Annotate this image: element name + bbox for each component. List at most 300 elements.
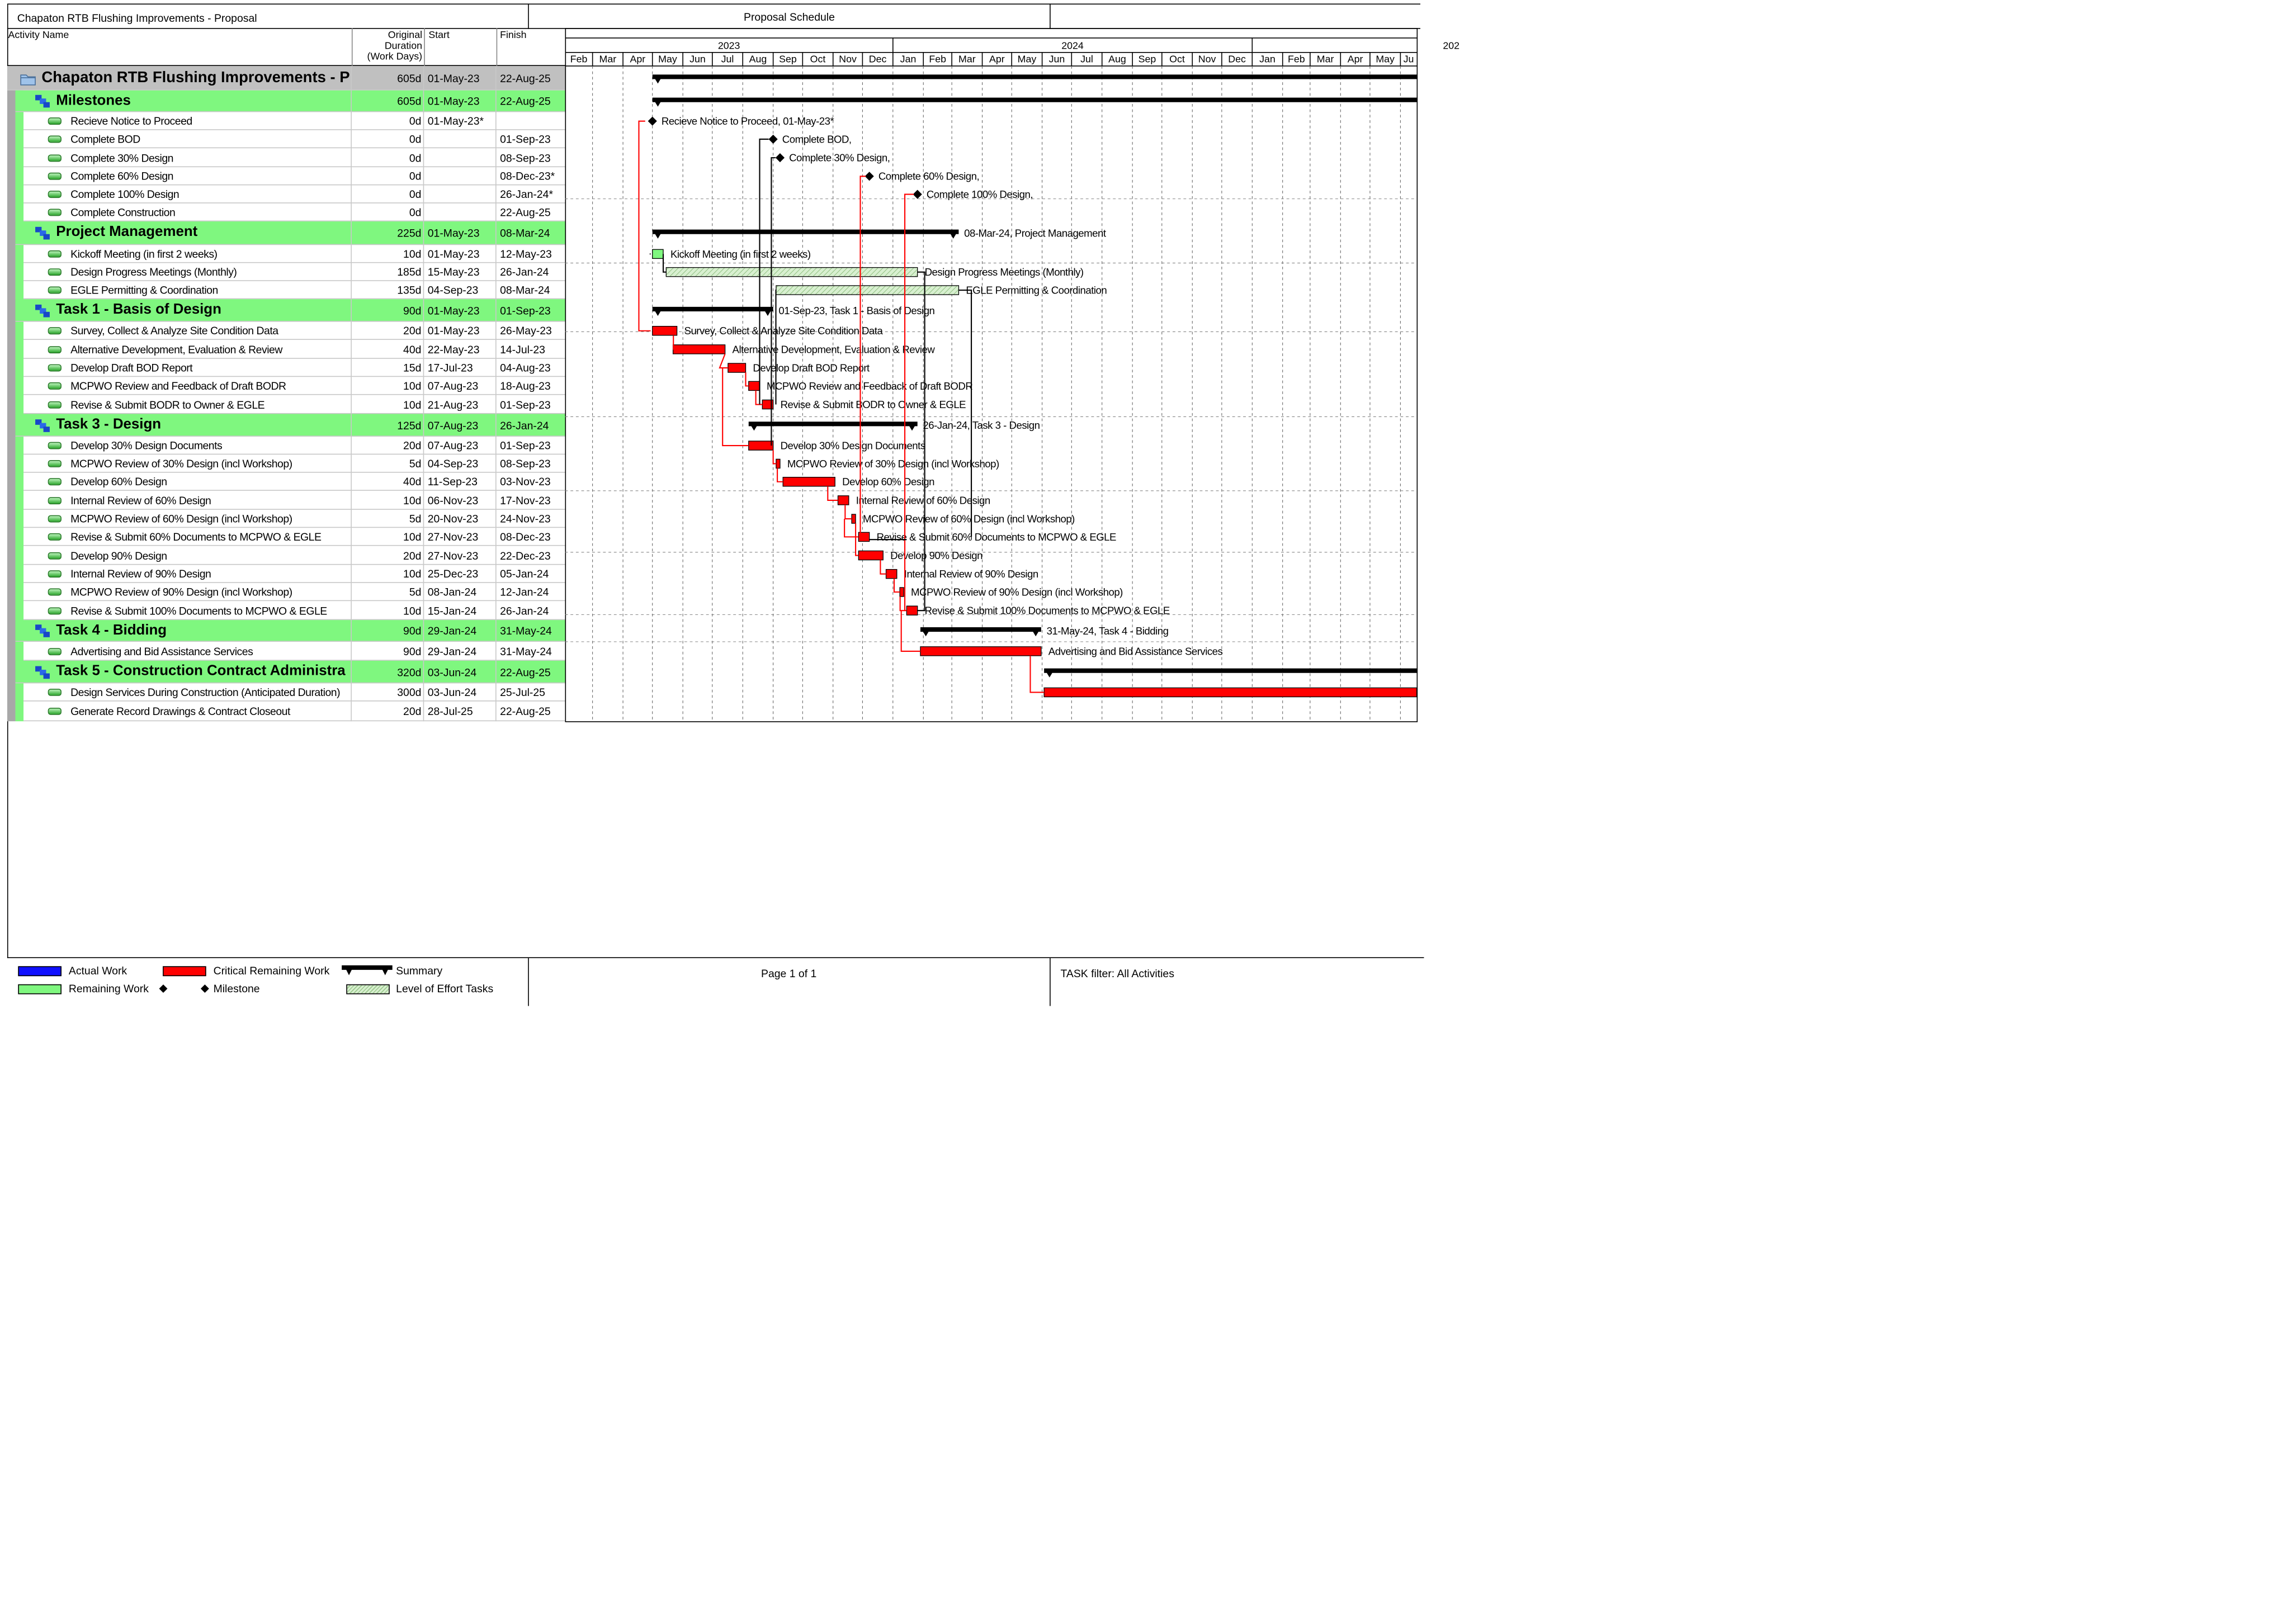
month-label: Jan [1259,54,1276,65]
critical-bar [852,514,856,523]
start-cell: 01-May-23* [428,115,484,127]
month-label: Jul [1080,54,1093,65]
activity-row[interactable] [23,454,565,472]
start-cell: 03-Jun-24 [428,686,476,699]
bar-label: Revise & Submit 100% Documents to MCPWO & EGLE [925,605,1170,617]
month-label: Jun [689,54,706,65]
outline-bar-level0 [7,66,16,721]
duration-cell: 15d [353,362,422,375]
bar-label: Revise & Submit BODR to Owner & EGLE [781,399,966,410]
activity-name: Develop 60% Design [70,475,340,488]
start-cell: 27-Nov-23 [428,549,479,562]
finish-cell: 26-Jan-24 [500,419,549,432]
month-label: Apr [1348,54,1363,65]
summary-bar [653,307,773,316]
activity-row[interactable] [23,167,565,185]
finish-cell: 22-Aug-25 [500,95,551,108]
dependency-line [856,523,858,555]
year-label: 2024 [1061,40,1084,51]
finish-header[interactable]: Finish [500,30,526,40]
activity-icon [48,345,62,353]
start-cell: 15-Jan-24 [428,604,476,617]
month-label: Feb [1288,54,1305,65]
finish-cell: 14-Jul-23 [500,343,545,356]
start-cell: 04-Sep-23 [428,457,479,470]
month-label: Feb [929,54,946,65]
finish-cell: 25-Jul-25 [500,686,545,699]
activity-name: Develop Draft BOD Report [70,362,340,375]
start-cell: 07-Aug-23 [428,419,479,432]
month-label: Feb [570,54,588,65]
duration-cell: 10d [353,567,422,580]
activity-name: Develop 90% Design [70,549,340,562]
duration-cell: 0d [353,206,422,219]
wbs-icon [34,418,50,433]
wbs-icon [34,665,50,679]
gantt-frame [565,29,1417,722]
header-right-box [1050,3,1420,29]
activity-row[interactable] [23,473,565,491]
bar-label: Revise & Submit 60% Documents to MCPWO & EGLE [877,531,1116,543]
gantt-chart[interactable] [565,28,1424,722]
duration-cell: 5d [353,513,422,525]
duration-cell: 0d [353,115,422,127]
activity-name: Design Progress Meetings (Monthly) [70,266,340,278]
activity-name: Kickoff Meeting (in first 2 weeks) [70,248,340,261]
project-title: Chapaton RTB Flushing Improvements - Proposal [17,12,257,25]
summary-bar [1044,669,1416,678]
activity-name: Develop 30% Design Documents [70,439,340,452]
month-label: May [1018,54,1037,65]
duration-cell: 185d [353,266,422,278]
activity-name: Task 1 - Basis of Design [56,302,341,318]
activity-name: Recieve Notice to Proceed [70,115,340,127]
activity-icon [48,647,62,655]
duration-cell: 300d [353,686,422,699]
critical-bar [858,551,883,560]
critical-bar [886,570,897,579]
activity-icon [48,570,62,577]
bar-label: MCPWO Review and Feedback of Draft BODR [767,380,972,392]
duration-cell: 5d [353,586,422,599]
activity-row[interactable] [23,148,565,167]
bar-label: 08-Mar-24, Project Management [964,228,1107,239]
activity-icon [48,250,62,258]
critical-bar [906,606,917,615]
activity-name: Task 4 - Bidding [56,623,341,639]
activity-icon [48,287,62,294]
milestone-diamond [913,190,922,199]
activity-name: Internal Review of 90% Design [70,567,340,580]
finish-cell: 22-Aug-25 [500,206,551,219]
project-title-box [7,3,529,29]
legend-diamond-icon: ◆ [159,982,168,995]
dependency-line [720,354,728,368]
bar-label: Develop 90% Design [890,550,982,561]
finish-cell: 04-Aug-23 [500,362,551,375]
finish-cell: 01-Sep-23 [500,398,551,411]
activity-row[interactable] [23,130,565,148]
finish-cell: 22-Dec-23 [500,549,551,562]
finish-cell: 12-May-23 [500,248,552,261]
activity-name: Alternative Development, Evaluation & Review [70,343,340,356]
finish-cell: 01-Sep-23 [500,439,551,452]
duration-cell: 20d [353,705,422,718]
dependency-line [894,579,900,592]
start-cell: 01-May-23 [428,304,480,317]
activity-name: Complete 60% Design [70,170,340,183]
activity-row[interactable] [23,245,565,263]
start-cell: 29-Jan-24 [428,645,476,658]
activity-icon [48,382,62,390]
activity-row[interactable] [23,322,565,340]
duration-cell: 40d [353,475,422,488]
duration-cell: 10d [353,248,422,261]
start-header[interactable]: Start [428,30,450,40]
project-row[interactable] [7,66,565,91]
filter-label: TASK filter: All Activities [1061,967,1174,980]
month-label: Nov [839,54,857,65]
legend-remaining-label: Remaining Work [69,982,149,995]
activity-row[interactable] [23,642,565,661]
start-cell: 21-Aug-23 [428,398,479,411]
bar-label: Advertising and Bid Assistance Services [1048,645,1223,657]
activity-row[interactable] [23,510,565,528]
activity-row[interactable] [23,377,565,395]
duration-header-l3: (Work Days) [353,51,422,62]
year-label: 2023 [718,40,740,51]
finish-cell: 08-Mar-24 [500,227,550,240]
wbs-row[interactable] [15,91,565,112]
finish-cell: 08-Dec-23 [500,531,551,543]
start-cell: 06-Nov-23 [428,494,479,507]
bar-label: Internal Review of 90% Design [904,568,1038,580]
activity-row[interactable] [23,203,565,221]
start-cell: 07-Aug-23 [428,439,479,452]
dependency-line [777,468,783,482]
start-cell: 11-Sep-23 [428,475,478,488]
month-label: Oct [810,54,826,65]
activity-row[interactable] [23,359,565,377]
bar-label: Develop 60% Design [842,476,934,487]
duration-cell: 10d [353,494,422,507]
activity-name: MCPWO Review of 30% Design (incl Workshop) [70,457,340,470]
activity-name-header[interactable]: Activity Name [8,30,69,40]
duration-cell: 0d [353,188,422,201]
wbs-icon [34,226,50,240]
activity-row[interactable] [23,583,565,601]
activity-icon [48,607,62,614]
activity-name: Complete BOD [70,133,340,146]
duration-cell: 20d [353,549,422,562]
activity-name: Task 3 - Design [56,416,341,433]
start-cell: 01-May-23 [428,95,480,108]
activity-icon [48,154,62,162]
activity-row[interactable] [23,185,565,203]
dependency-line [722,368,749,446]
bar-label: Survey, Collect & Analyze Site Condition Data [684,325,884,337]
bar-label: EGLE Permitting & Coordination [966,284,1107,296]
finish-cell: 01-Sep-23 [500,304,551,317]
activity-row[interactable] [23,437,565,454]
wbs-icon [34,94,50,108]
legend-actual-label: Actual Work [69,964,127,977]
finish-cell: 22-Aug-25 [500,72,551,85]
activity-name: Complete Construction [70,206,340,219]
activity-name: Revise & Submit BODR to Owner & EGLE [70,398,340,411]
finish-cell: 17-Nov-23 [500,494,551,507]
year-label: 202 [1443,40,1459,51]
month-label: Ju [1404,54,1414,65]
month-label: Aug [1108,54,1126,65]
activity-icon [48,689,62,696]
dependency-line [900,596,907,610]
start-cell: 01-May-23 [428,248,480,261]
activity-row[interactable] [23,546,565,565]
critical-bar [838,496,849,505]
activity-icon [48,191,62,198]
month-label: May [1376,54,1395,65]
activity-row[interactable] [23,340,565,359]
page-number: Page 1 of 1 [528,967,1050,980]
bar-label: 31-May-24, Task 4 - Bidding [1047,625,1169,637]
duration-cell: 20d [353,324,422,337]
activity-row[interactable] [23,395,565,414]
duration-cell: 10d [353,380,422,392]
dependency-line [773,450,776,463]
month-label: Aug [749,54,767,65]
bar-label: MCPWO Review of 30% Design (incl Workshop) [787,458,999,470]
activity-name: Internal Review of 60% Design [70,494,340,507]
activity-name: Complete 30% Design [70,151,340,164]
bar-label: Alternative Development, Evaluation & Review [733,343,936,355]
finish-cell: 08-Sep-23 [500,457,551,470]
start-cell: 20-Nov-23 [428,513,479,525]
duration-cell: 225d [353,227,422,240]
legend-milestone-icon: ◆ [201,982,209,995]
loe-bar [666,268,917,277]
month-label: Oct [1169,54,1185,65]
month-label: Jun [1049,54,1065,65]
finish-cell: 05-Jan-24 [500,567,549,580]
start-cell: 07-Aug-23 [428,380,479,392]
remaining-bar [653,249,663,258]
month-label: Mar [599,54,617,65]
finish-cell: 26-Jan-24* [500,188,553,201]
summary-bar [653,98,1417,107]
activity-name: Milestones [56,93,341,110]
month-label: Mar [1317,54,1334,65]
critical-bar [653,326,677,335]
loe-bar [776,286,959,295]
activity-icon [48,364,62,372]
activity-icon [48,268,62,276]
wbs-row[interactable] [15,299,565,321]
finish-cell: 31-May-24 [500,645,552,658]
bar-label: MCPWO Review of 60% Design (incl Workshop) [863,513,1075,525]
dependency-line [639,121,650,331]
finish-cell: 26-Jan-24 [500,604,549,617]
wbs-row[interactable] [15,661,565,683]
activity-icon [48,401,62,408]
legend-milestone-label: Milestone [214,982,260,995]
legend-summary-label: Summary [396,964,442,977]
finish-cell: 01-Sep-23 [500,133,551,146]
finish-cell: 26-May-23 [500,324,552,337]
duration-header-l1[interactable]: Original [353,30,422,40]
start-cell: 08-Jan-24 [428,586,476,599]
activity-row[interactable] [23,702,565,722]
month-label: Dec [1228,54,1246,65]
duration-cell: 5d [353,457,422,470]
start-cell: 17-Jul-23 [428,362,473,375]
start-cell: 03-Jun-24 [428,666,476,679]
bar-label: Complete BOD, [782,133,852,145]
critical-bar [1044,688,1416,697]
duration-cell: 0d [353,133,422,146]
month-label: Sep [1139,54,1156,65]
activity-icon [48,496,62,504]
bar-label: Complete 60% Design, [878,171,979,182]
activity-icon [48,173,62,180]
month-label: Sep [779,54,797,65]
activity-name: MCPWO Review and Feedback of Draft BODR [70,380,340,392]
activity-row[interactable] [23,565,565,583]
dependency-line [673,335,674,349]
activity-name: Chapaton RTB Flushing Improvements - P [41,69,340,87]
summary-bar [653,230,959,239]
wbs-row[interactable] [15,221,565,245]
activity-name: MCPWO Review of 90% Design (incl Workshop) [70,586,340,599]
finish-cell: 22-Aug-25 [500,666,551,679]
duration-cell: 320d [353,666,422,679]
wbs-icon [34,303,50,318]
critical-bar [728,363,746,372]
month-label: May [658,54,677,65]
bar-label: Kickoff Meeting (in first 2 weeks) [670,248,811,260]
start-cell: 04-Sep-23 [428,284,479,297]
month-label: Apr [989,54,1005,65]
activity-icon [48,117,62,125]
critical-bar [776,459,780,468]
activity-icon [48,442,62,449]
activity-icon [48,515,62,523]
start-cell: 15-May-23 [428,266,480,278]
critical-bar [749,441,773,450]
duration-cell: 40d [353,343,422,356]
finish-cell: 26-Jan-24 [500,266,549,278]
duration-cell: 605d [353,95,422,108]
bar-label: 01-Sep-23, Task 1 - Basis of Design [778,305,934,316]
bar-label: Complete 30% Design, [789,152,890,164]
duration-cell: 605d [353,72,422,85]
bar-label: Recieve Notice to Proceed, 01-May-23* [662,115,834,127]
bar-label: Internal Review of 60% Design [856,494,990,506]
activity-row[interactable] [23,263,565,281]
activity-icon [48,136,62,143]
start-cell: 25-Dec-23 [428,567,479,580]
duration-cell: 0d [353,151,422,164]
duration-cell: 10d [353,398,422,411]
activity-name: MCPWO Review of 60% Design (incl Workshop) [70,513,340,525]
bar-label: Develop Draft BOD Report [753,362,870,374]
activity-icon [48,708,62,715]
activity-icon [48,533,62,541]
activity-row[interactable] [23,528,565,546]
activity-row[interactable] [23,112,565,130]
activity-name: Survey, Collect & Analyze Site Condition Data [70,324,340,337]
month-label: Dec [869,54,887,65]
dependency-line [901,610,920,651]
activity-name: Design Services During Construction (Anticipated Duration) [70,686,340,699]
activity-icon [48,209,62,216]
schedule-title: Proposal Schedule [528,11,1051,23]
legend-remaining-swatch [18,984,62,995]
duration-cell: 20d [353,439,422,452]
milestone-diamond [865,172,874,181]
finish-cell: 12-Jan-24 [500,586,549,599]
duration-cell: 125d [353,419,422,432]
column-header-band [7,28,565,66]
legend-loe-swatch [346,984,390,995]
critical-bar [920,647,1041,656]
legend-critical-label: Critical Remaining Work [214,964,330,977]
activity-row[interactable] [23,601,565,620]
frame-left [7,721,8,958]
finish-cell: 22-Aug-25 [500,705,551,718]
activity-row[interactable] [23,491,565,510]
legend-actual-swatch [18,966,62,976]
month-label: Mar [958,54,976,65]
finish-cell: 18-Aug-23 [500,380,551,392]
start-cell: 01-May-23 [428,72,480,85]
wbs-row[interactable] [15,620,565,642]
finish-cell: 08-Dec-23* [500,170,555,183]
activity-name: Advertising and Bid Assistance Services [70,645,340,658]
start-cell: 27-Nov-23 [428,531,479,543]
finish-cell: 08-Sep-23 [500,151,551,164]
month-label: Nov [1198,54,1216,65]
critical-bar [673,345,725,354]
dependency-line [845,505,852,519]
critical-bar [783,477,835,486]
duration-cell: 90d [353,645,422,658]
duration-cell: 10d [353,604,422,617]
legend-critical-swatch [163,966,206,976]
activity-name: Project Management [56,224,341,240]
activity-row[interactable] [23,281,565,299]
month-label: Jul [721,54,734,65]
bar-label: Complete 100% Design, [927,188,1033,200]
duration-header-l2: Duration [353,41,422,51]
bar-label: 26-Jan-24, Task 3 - Design [923,419,1040,431]
wbs-row[interactable] [15,414,565,436]
activity-icon [48,478,62,485]
start-cell: 22-May-23 [428,343,480,356]
start-cell: 28-Jul-25 [428,705,473,718]
activity-name: EGLE Permitting & Coordination [70,284,340,297]
summary-bar [653,74,1417,83]
schedule-title-box [528,3,1051,29]
activity-name: Task 5 - Construction Contract Administra [56,664,341,680]
activity-icon [48,460,62,467]
duration-cell: 90d [353,624,422,637]
activity-name: Revise & Submit 60% Documents to MCPWO & EGLE [70,531,340,543]
legend-summary-swatch [342,965,393,976]
duration-cell: 135d [353,284,422,297]
duration-cell: 90d [353,304,422,317]
activity-row[interactable] [23,683,565,701]
